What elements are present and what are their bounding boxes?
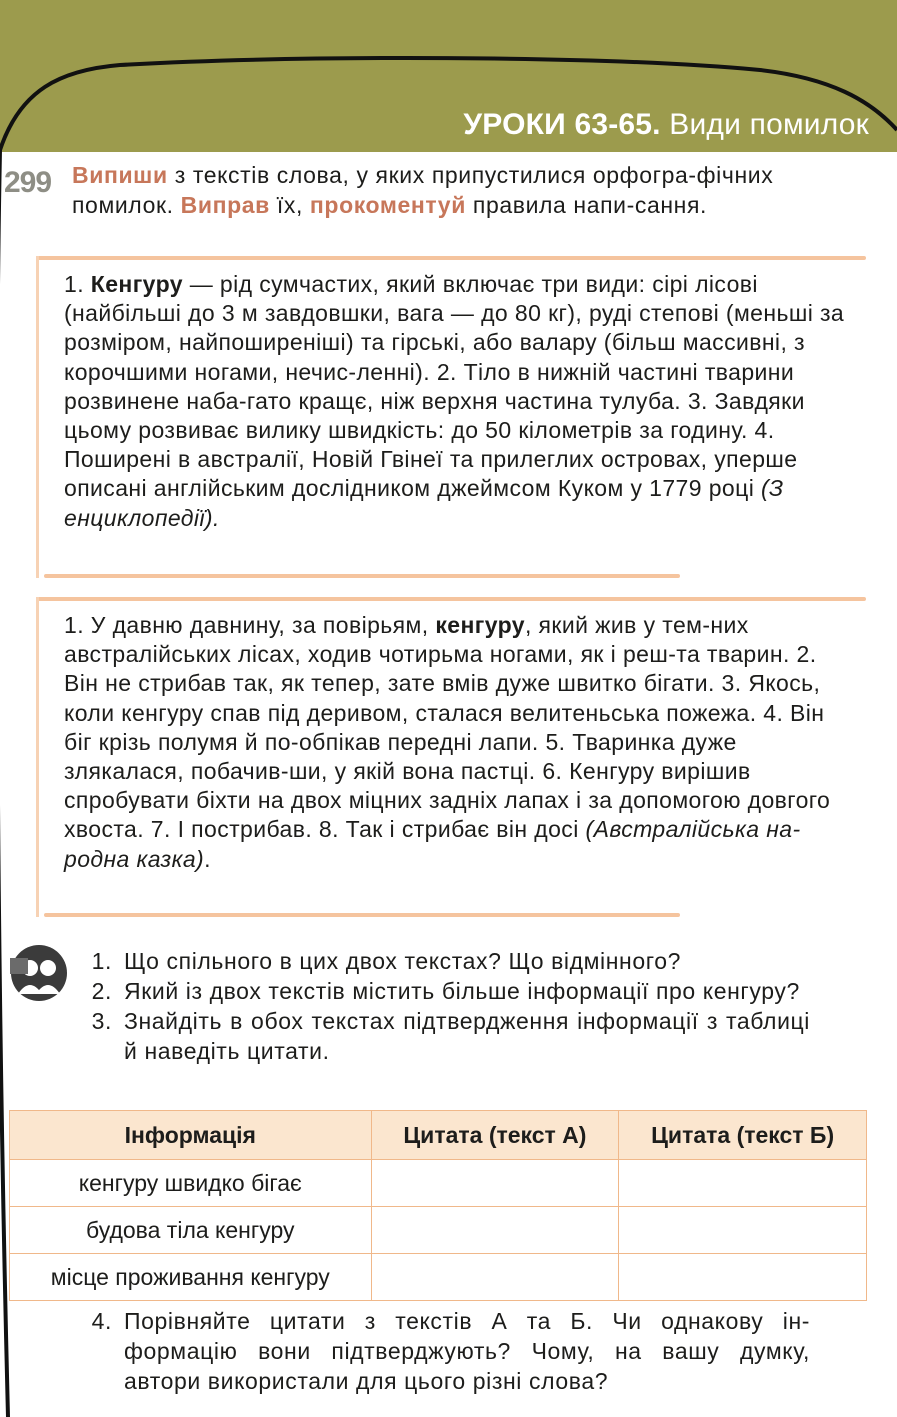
question-item <box>70 976 810 1006</box>
question-number: 3. <box>91 1008 112 1034</box>
table-cell-empty[interactable] <box>619 1160 867 1207</box>
table-row <box>10 1160 867 1207</box>
question-item <box>70 946 810 976</box>
table-cell-empty[interactable] <box>371 1254 619 1301</box>
exercise-task <box>72 160 812 220</box>
text-b-box <box>26 597 866 919</box>
question-number: 2. <box>91 978 112 1004</box>
text-b <box>64 611 854 874</box>
text-b-left-border <box>36 597 39 917</box>
task-text-2: їх, <box>269 192 310 218</box>
question-number: 1. <box>91 948 112 974</box>
text-b-bottom-border <box>44 913 680 917</box>
question-number: 4. <box>91 1308 112 1334</box>
questions-list <box>70 946 810 1066</box>
text-b-source: (Австралійська на-родна казка) <box>64 816 801 872</box>
topic-label: Види помилок <box>669 108 869 141</box>
question-text: Знайдіть в обох текстах підтвердження інформації з таблиці й наведіть цитати. <box>124 1008 810 1064</box>
text-a-term: Кенгуру <box>90 271 183 297</box>
column-header-quote-a: Цитата (текст А) <box>371 1111 619 1160</box>
text-a-top-border <box>36 256 866 260</box>
exercise-number: 299 <box>4 166 52 199</box>
question-item <box>70 1006 810 1066</box>
two-people-icon <box>10 944 68 1002</box>
table-row <box>10 1207 867 1254</box>
page-title <box>463 108 869 142</box>
text-b-term: кенгуру <box>435 612 525 638</box>
text-b-top-border <box>36 597 866 601</box>
text-a-num: 1. <box>64 271 91 297</box>
question-item <box>70 1306 810 1396</box>
text-b-body-1: 1. У давню давнину, за повірьям, <box>64 612 436 638</box>
question-text: Що спільного в цих двох текстах? Що відмінного? <box>124 948 682 974</box>
text-a-bottom-border <box>44 574 680 578</box>
text-b-end: . <box>204 845 211 872</box>
info-table <box>9 1110 867 1301</box>
table-cell-empty[interactable] <box>371 1207 619 1254</box>
table-cell-empty[interactable] <box>619 1254 867 1301</box>
table-cell-empty[interactable] <box>371 1160 619 1207</box>
task-verb-write: Випиши <box>72 162 168 188</box>
task-text-1: з текстів слова, у яких припустилися орфогра-фічних помилок. <box>72 162 774 218</box>
task-verb-comment: прокоментуй <box>309 192 466 218</box>
task-text-3: правила напи-сання. <box>465 192 708 218</box>
task-verb-fix: Виправ <box>180 192 270 218</box>
table-row <box>10 1254 867 1301</box>
question-4 <box>70 1306 810 1396</box>
text-a-body: — рід сумчастих, який включає три види: сірі лісові (найбільші до 3 м завдовшки, вага — до 80 кг), руді степові (меньші за розміром, найпоширеніші) та гірські, або валару (більш массивні, з корочшими ногами, нечис-ленні). 2. Тіло в нижній частині тварини розвинене наба-гато кращє, ніж верхня частина тулуба. 3. Завдяки цьому розвиває вилику швидкість: до 50 кілометрів за годину. 4. Поширені в австралії, Новій Гвінеї та прилеглих островах, уперше описані англійським дослідником джеймсом Куком у 1779 році <box>64 271 845 502</box>
text-a-box <box>26 256 866 582</box>
table-cell: кенгуру швидко бігає <box>10 1160 372 1207</box>
table-cell-empty[interactable] <box>619 1207 867 1254</box>
column-header-info: Інформація <box>10 1111 372 1160</box>
column-header-quote-b: Цитата (текст Б) <box>619 1111 867 1160</box>
text-a-source: (З енциклопедії). <box>64 475 784 531</box>
table-cell: місце проживання кенгуру <box>10 1254 372 1301</box>
table-header-row <box>10 1111 867 1160</box>
text-a-left-border <box>36 256 39 578</box>
question-text: Порівняйте цитати з текстів А та Б. Чи однакову ін-формацію вони підтверджують? Чому, на вашу думку, автори використали для цього різні слова? <box>124 1308 810 1394</box>
lesson-label: УРОКИ 63-65. <box>463 108 661 141</box>
table-cell: будова тіла кенгуру <box>10 1207 372 1254</box>
text-b-body-2: , який жив у тем-них австралійських лісах, ходив чотирьма ногами, як і реш-та тварин. 2. Він не стрибав так, як тепер, зате вмів дуже швитко бігати. 3. Якось, коли кенгуру спав під деривом, сталася велитеньська пожежа. 4. Він біг крізь полумя й по-обпікав передні лапи. 5. Тваринка дуже злякалася, побачив-ши, у якій вона пастці. 6. Кенгуру вирішив спробувати біхти на двох міцних задніх лапах і за допомогою довгого хвоста. 7. І пострибав. 8. Так і стрибає він досі <box>64 612 831 843</box>
text-a <box>64 270 854 533</box>
question-text: Який із двох текстів містить більше інформації про кенгуру? <box>124 978 800 1004</box>
